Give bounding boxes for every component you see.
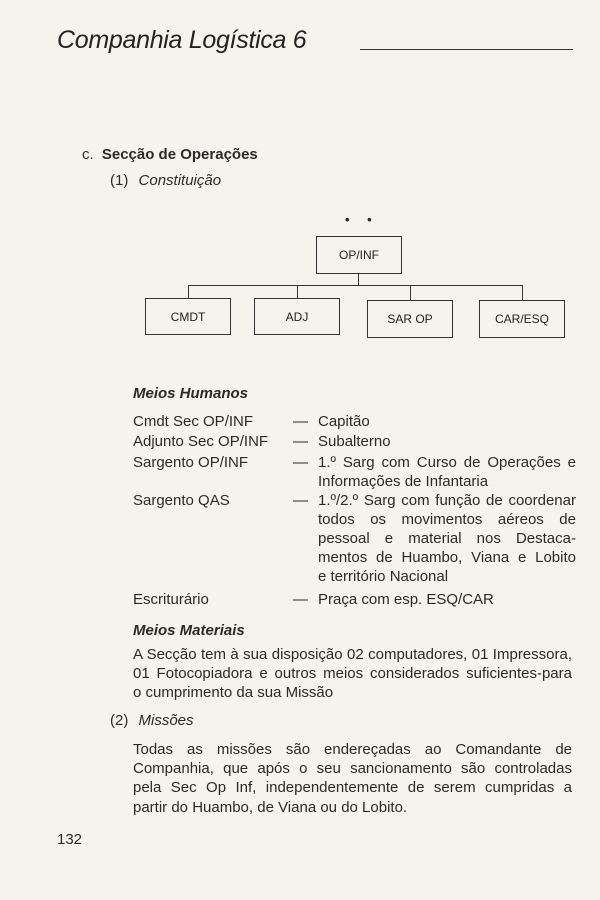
staff-role: Cmdt Sec OP/INF xyxy=(133,413,254,430)
paragraph-line: partir do Huambo, de Viana ou do Lobito. xyxy=(133,798,408,816)
org-box-adj: ADJ xyxy=(254,298,340,335)
header-rule xyxy=(360,49,573,50)
org-connector-drop xyxy=(522,285,523,300)
section-letter: c. xyxy=(82,146,94,163)
dash: — xyxy=(293,413,308,430)
staff-role: Sargento OP/INF xyxy=(133,454,249,471)
subsection-title: Missões xyxy=(138,712,194,729)
subsection-constituicao xyxy=(110,172,221,189)
paragraph-line: 01 Fotocopiadora e outros meios considerados suficientes-para xyxy=(133,665,572,683)
description-line: Capitão xyxy=(318,413,370,430)
staff-role: Escriturário xyxy=(133,591,209,608)
paragraph-line: Companhia, que após o seu sancionamento são controladas xyxy=(133,760,572,778)
org-box-cmdt: CMDT xyxy=(145,298,231,335)
staff-description xyxy=(318,412,576,431)
section-title: Secção de Operações xyxy=(101,146,258,163)
org-box-op-inf: OP/INF xyxy=(316,236,402,274)
staff-description xyxy=(318,590,576,609)
page-number: 132 xyxy=(57,831,83,848)
paragraph-line: A Secção tem à sua disposição 02 computadores, 01 Impressora, xyxy=(133,646,572,663)
description-line: e território Nacional xyxy=(318,568,449,585)
description-line: mentos de Huambo, Viana e Lobito xyxy=(318,549,576,566)
subsection-missoes xyxy=(110,712,194,729)
running-head: Companhia Logística 6 xyxy=(57,26,307,54)
org-box-sar-op: SAR OP xyxy=(367,300,453,338)
meios-humanos-title: Meios Humanos xyxy=(133,385,249,402)
staff-description xyxy=(318,453,576,491)
description-line: pessoal e material nos Destaca- xyxy=(318,530,576,547)
org-connector-drop xyxy=(188,285,189,298)
org-connector-drop xyxy=(410,285,411,300)
description-line: todos os movimentos aéreos de xyxy=(318,511,576,528)
subsection-number: (2) xyxy=(110,712,129,729)
dash: — xyxy=(293,454,308,471)
description-line: Subalterno xyxy=(318,433,391,450)
section-heading xyxy=(82,146,258,163)
description-line: 1.º/2.º Sarg com função de coordenar xyxy=(318,492,576,509)
dash: — xyxy=(293,591,308,608)
meios-materiais-paragraph xyxy=(133,645,572,703)
description-line: Informações de Infantaria xyxy=(318,473,489,490)
paragraph-line: o cumprimento da sua Missão xyxy=(133,684,334,702)
staff-description xyxy=(318,432,576,451)
description-line: Praça com esp. ESQ/CAR xyxy=(318,591,494,608)
meios-materiais-title: Meios Materiais xyxy=(133,622,245,639)
subsection-title: Constituição xyxy=(138,172,222,189)
dash: — xyxy=(293,492,308,509)
dash: — xyxy=(293,433,308,450)
description-line: 1.º Sarg com Curso de Operações e xyxy=(318,454,576,471)
paragraph-line: Todas as missões são endereçadas ao Comandante de xyxy=(133,741,572,758)
org-connector-horizontal xyxy=(188,285,523,286)
org-connector-drop xyxy=(297,285,298,298)
org-box-car-esq: CAR/ESQ xyxy=(479,300,565,338)
org-marks: • • xyxy=(345,212,379,227)
missoes-paragraph xyxy=(133,740,572,817)
paragraph-line: pela Sec Op Inf, independentemente de serem cumpridas a xyxy=(133,779,572,797)
staff-description xyxy=(318,491,576,586)
subsection-number: (1) xyxy=(110,172,129,189)
staff-role: Sargento QAS xyxy=(133,492,230,509)
staff-role: Adjunto Sec OP/INF xyxy=(133,433,269,450)
